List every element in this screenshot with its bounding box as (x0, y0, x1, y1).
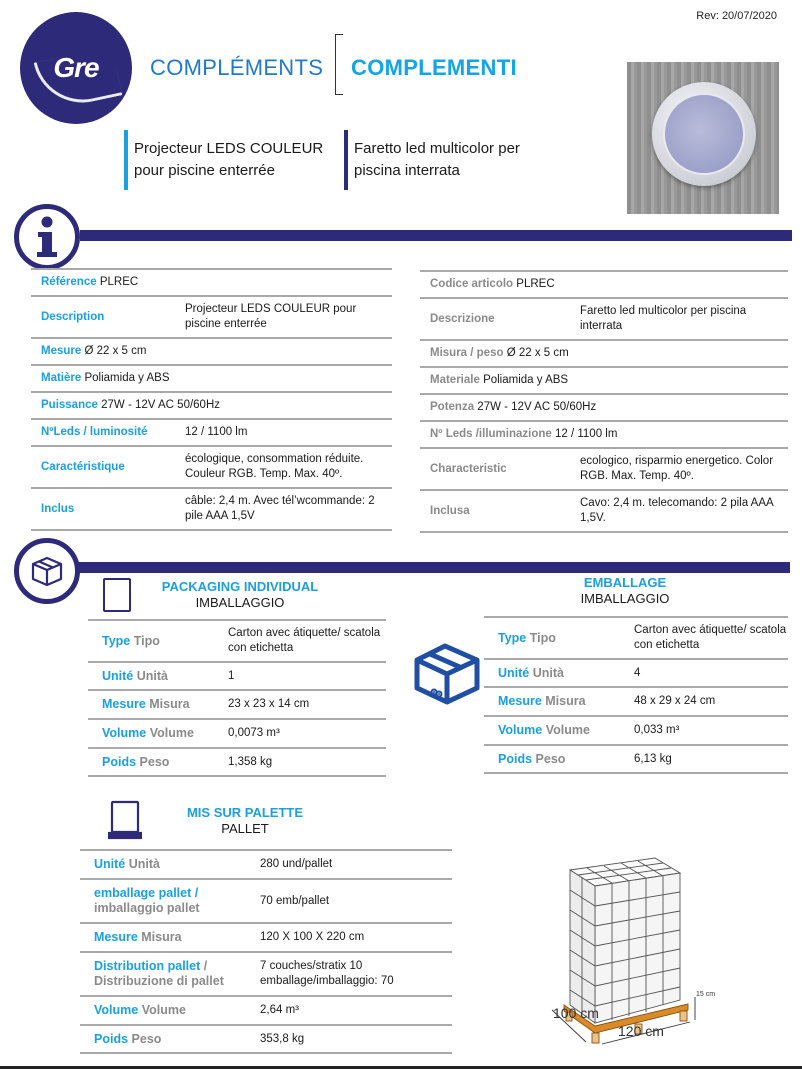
row-label: Caractéristique (41, 460, 125, 473)
packaging-section-bar (76, 562, 790, 573)
row-value: Poliamida y ABS (84, 372, 170, 384)
table-row (80, 850, 452, 879)
page-title-fr: COMPLÉMENTS (150, 55, 324, 80)
row-value: Carton avec átiquette/ scatola con etichetta (214, 620, 386, 662)
table-row (420, 394, 788, 421)
row-label-fr: Volume (498, 723, 543, 737)
pallet-width-label: 120 cm (618, 1023, 664, 1039)
row-label-fr: emballage pallet / (94, 886, 199, 900)
subtitle-fr-line-2: pour piscine enterrée (134, 162, 275, 179)
table-row (420, 340, 788, 367)
row-label-it: Unità (532, 665, 564, 680)
row-value: 280 und/pallet (246, 850, 452, 879)
title-fr: MIS SUR PALETTE (186, 805, 304, 820)
row-label-it: Misura (545, 694, 586, 708)
subtitle-it-accent-bar (344, 130, 348, 190)
table-row (420, 271, 788, 298)
row-value: 70 emb/pallet (246, 879, 452, 923)
row-label: Puissance (41, 399, 98, 411)
table-row (31, 269, 392, 296)
title-it: PALLET (221, 821, 269, 836)
title-bracket-divider (335, 34, 343, 95)
row-value: 2,64 m³ (246, 996, 452, 1025)
row-label: Référence (41, 276, 97, 288)
individual-box-icon (103, 578, 131, 612)
table-row (80, 879, 452, 923)
table-row (484, 659, 788, 687)
row-label: Description (41, 310, 105, 323)
row-label-it: Tipo (529, 630, 556, 645)
pallet-depth-label: 100 cm (553, 1005, 599, 1021)
individual-packaging-title (140, 579, 340, 611)
row-label-it: Unità (136, 668, 168, 683)
row-label-it: Peso (535, 751, 566, 766)
led-projector-image (652, 82, 756, 186)
label-slash: / (203, 959, 208, 973)
table-row (420, 421, 788, 448)
row-label-it: Tipo (133, 633, 160, 648)
subtitle-it-line-2: piscina interrata (354, 162, 460, 179)
row-value: Carton avec átiquette/ scatola con etichetta (620, 617, 788, 659)
row-label-it: Peso (131, 1031, 162, 1046)
table-row (88, 719, 386, 748)
row-label-it: Misura (141, 930, 182, 944)
row-label-it: Volume (149, 726, 194, 740)
title-it: IMBALLAGGIO (580, 591, 670, 606)
row-label: Potenza (430, 401, 475, 413)
row-value: Ø 22 x 5 cm (84, 345, 147, 357)
row-value: 27W - 12V AC 50/60Hz (477, 401, 597, 413)
pallet-title (170, 805, 320, 837)
row-label: Descrizione (430, 312, 495, 325)
row-label: Inclusa (430, 504, 470, 517)
row-value: 12 / 1100 lm (554, 428, 618, 440)
info-section-bar (80, 230, 792, 241)
table-row (31, 365, 392, 392)
pallet-icon (108, 800, 142, 843)
subtitle-fr-accent-bar (124, 130, 128, 190)
row-label-fr: Unité (102, 668, 134, 683)
row-value: 12 / 1100 lm (175, 419, 392, 446)
emballage-title (540, 575, 710, 607)
row-label-fr: Poids (498, 751, 533, 766)
row-label-fr: Distribution pallet (94, 959, 201, 973)
row-value: 6,13 kg (620, 745, 788, 773)
row-value: écologique, consommation réduite. Couleur RGB. Temp. Max. 40º. (175, 446, 392, 488)
subtitle-fr-line-1: Projecteur LEDS COULEUR (134, 140, 324, 157)
row-label: Mesure (41, 345, 82, 357)
page-title-it: COMPLEMENTI (351, 55, 517, 80)
table-row (484, 745, 788, 773)
product-photo (627, 62, 779, 214)
table-row (484, 617, 788, 659)
row-value: Cavo: 2,4 m. telecomando: 2 pila AAA 1,5V. (570, 490, 788, 532)
row-value: 1 (214, 662, 386, 690)
row-value: 0,0073 m³ (214, 719, 386, 748)
logo-swoosh-icon (34, 46, 123, 112)
table-row (31, 296, 392, 338)
row-label-it: Misura (149, 697, 190, 711)
table-row (80, 923, 452, 952)
row-label-fr: Mesure (498, 694, 542, 708)
info-icon (14, 204, 80, 270)
row-label: Characteristic (430, 462, 507, 475)
pallet-table (80, 849, 452, 1054)
spec-table-it (420, 270, 788, 533)
table-row (80, 952, 452, 996)
row-value: ecologico, risparmio energetico. Color RGB. Max. Temp. 40º. (570, 448, 788, 490)
row-value: Poliamida y ABS (483, 374, 569, 386)
table-row (80, 1025, 452, 1053)
row-label-fr: Mesure (94, 930, 138, 944)
table-row (484, 716, 788, 745)
row-value: 23 x 23 x 14 cm (214, 690, 386, 719)
revision-date: Rev: 20/07/2020 (696, 10, 777, 22)
table-row (88, 662, 386, 690)
table-row (420, 298, 788, 340)
table-row (484, 687, 788, 716)
spec-table-fr (31, 268, 392, 531)
row-label-it: Peso (139, 754, 170, 769)
pallet-diagram (540, 848, 720, 1048)
table-row (80, 996, 452, 1025)
row-label-it: Distribuzione di pallet (94, 974, 224, 988)
row-value: PLREC (99, 276, 139, 288)
row-label-it: Volume (545, 723, 590, 737)
row-label-it: Volume (141, 1003, 186, 1017)
row-label-fr: Volume (102, 726, 147, 740)
row-label: Nº Leds /illuminazione (430, 428, 552, 440)
subtitle-it-line-1: Faretto led multicolor per (354, 140, 520, 157)
row-value: 7 couches/stratix 10 emballage/imballaggio: 70 (246, 952, 452, 996)
row-label-it: Unità (128, 857, 160, 871)
row-label-fr: Volume (94, 1003, 139, 1017)
row-label-fr: Unité (94, 857, 126, 871)
row-value: câble: 2,4 m. Avec tél’wcommande: 2 pile AAA 1,5V (175, 488, 392, 530)
row-value: 48 x 29 x 24 cm (620, 687, 788, 716)
row-label-fr: Poids (94, 1031, 129, 1046)
row-label: Materiale (430, 374, 480, 386)
table-row (88, 748, 386, 776)
title-fr: PACKAGING INDIVIDUAL (161, 579, 319, 594)
row-value: 0,033 m³ (620, 716, 788, 745)
carton-box-icon (412, 640, 482, 709)
row-value: 1,358 kg (214, 748, 386, 776)
row-label-fr: Unité (498, 665, 530, 680)
table-row (420, 367, 788, 394)
table-row (31, 338, 392, 365)
subtitle-fr (134, 138, 323, 182)
row-value: 4 (620, 659, 788, 687)
row-value: Projecteur LEDS COULEUR pour piscine enterrée (175, 296, 392, 338)
table-row (88, 620, 386, 662)
individual-packaging-table (88, 619, 386, 777)
row-value: 120 X 100 X 220 cm (246, 923, 452, 952)
table-row (88, 690, 386, 719)
table-row (31, 392, 392, 419)
row-label-fr: Type (102, 633, 131, 648)
row-label-fr: Poids (102, 754, 137, 769)
row-label: NºLeds / luminosité (41, 426, 148, 438)
row-label-it: imballaggio pallet (94, 901, 200, 915)
logo-text: Gre (53, 52, 99, 83)
gre-logo (20, 12, 132, 124)
row-label: Codice articolo (430, 278, 514, 290)
row-value: Faretto led multicolor per piscina interrata (570, 298, 788, 340)
row-label-fr: Type (498, 630, 527, 645)
row-value: PLREC (516, 278, 555, 290)
row-label-fr: Mesure (102, 697, 146, 711)
table-row (420, 448, 788, 490)
table-row (31, 446, 392, 488)
subtitle-it (354, 138, 520, 182)
table-row (31, 488, 392, 530)
row-value: 353,8 kg (246, 1025, 452, 1053)
title-fr: EMBALLAGE (583, 575, 667, 590)
emballage-table (484, 616, 788, 774)
row-label: Matière (41, 372, 82, 384)
table-row (31, 419, 392, 446)
row-label: Misura / peso (430, 347, 504, 359)
row-value: Ø 22 x 5 cm (506, 347, 569, 359)
row-value: 27W - 12V AC 50/60Hz (101, 399, 221, 411)
pallet-height-label: 15 cm (696, 991, 716, 998)
row-label: Inclus (41, 502, 75, 515)
table-row (420, 490, 788, 532)
package-box-icon (14, 538, 80, 604)
title-it: IMBALLAGGIO (195, 595, 285, 610)
